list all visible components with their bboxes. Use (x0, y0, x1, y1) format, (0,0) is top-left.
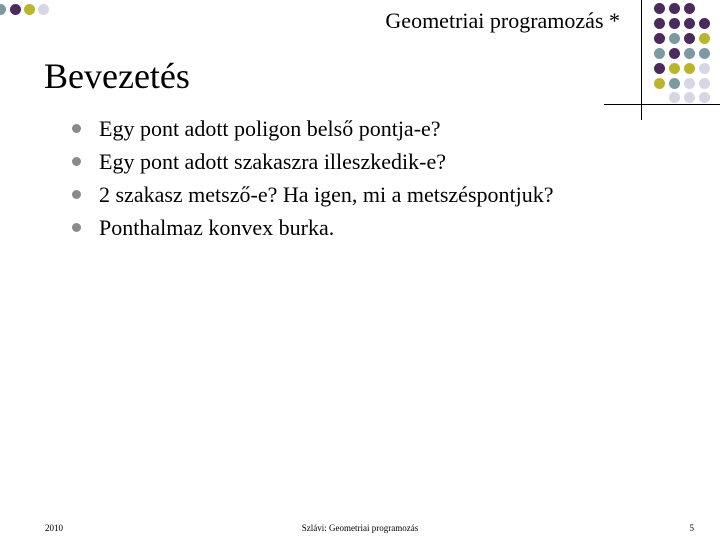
dot-icon (654, 18, 665, 29)
bullet-dot-icon (72, 223, 81, 232)
header-title: Geometriai programozás * (385, 8, 620, 33)
dot-icon (684, 92, 695, 103)
dot-icon (684, 48, 695, 59)
dot-icon (669, 92, 680, 103)
dot-icon (669, 63, 680, 74)
dot-icon (654, 48, 665, 59)
dot-icon (669, 78, 680, 89)
dot-icon (669, 48, 680, 59)
footer-author-title: Szlávi: Geometriai programozás (301, 523, 419, 533)
header-divider-vertical (641, 0, 642, 120)
bullet-text: 2 szakasz metsző-e? Ha igen, mi a metszéspontjuk? (99, 182, 554, 207)
dot-icon (654, 78, 665, 89)
bullet-text: Egy pont adott poligon belső pontja-e? (99, 116, 441, 141)
footer-page-number: 5 (689, 523, 694, 533)
header-divider-horizontal (604, 104, 720, 105)
corner-dots-right (650, 0, 720, 105)
dot-icon (699, 92, 710, 103)
bullet-dot-icon (72, 190, 81, 199)
dot-icon (684, 78, 695, 89)
bullet-dot-icon (72, 157, 81, 166)
dot-icon (699, 78, 710, 89)
dot-icon (669, 3, 680, 14)
dot-icon (699, 33, 710, 44)
dot-icon (654, 33, 665, 44)
bullet-dot-icon (72, 124, 81, 133)
dot-icon (654, 63, 665, 74)
dot-icon (699, 18, 710, 29)
dot-icon (699, 48, 710, 59)
bullet-text: Ponthalmaz konvex burka. (99, 215, 335, 240)
dot-icon (684, 33, 695, 44)
dot-icon (684, 3, 695, 14)
footer-year: 2010 (45, 523, 63, 533)
dot-icon (684, 18, 695, 29)
slide-heading: Bevezetés (44, 56, 190, 96)
dot-icon (684, 63, 695, 74)
bullet-text: Egy pont adott szakaszra illeszkedik-e? (99, 149, 446, 174)
dot-icon (654, 3, 665, 14)
dot-icon (669, 18, 680, 29)
dot-icon (699, 63, 710, 74)
dot-icon (669, 33, 680, 44)
